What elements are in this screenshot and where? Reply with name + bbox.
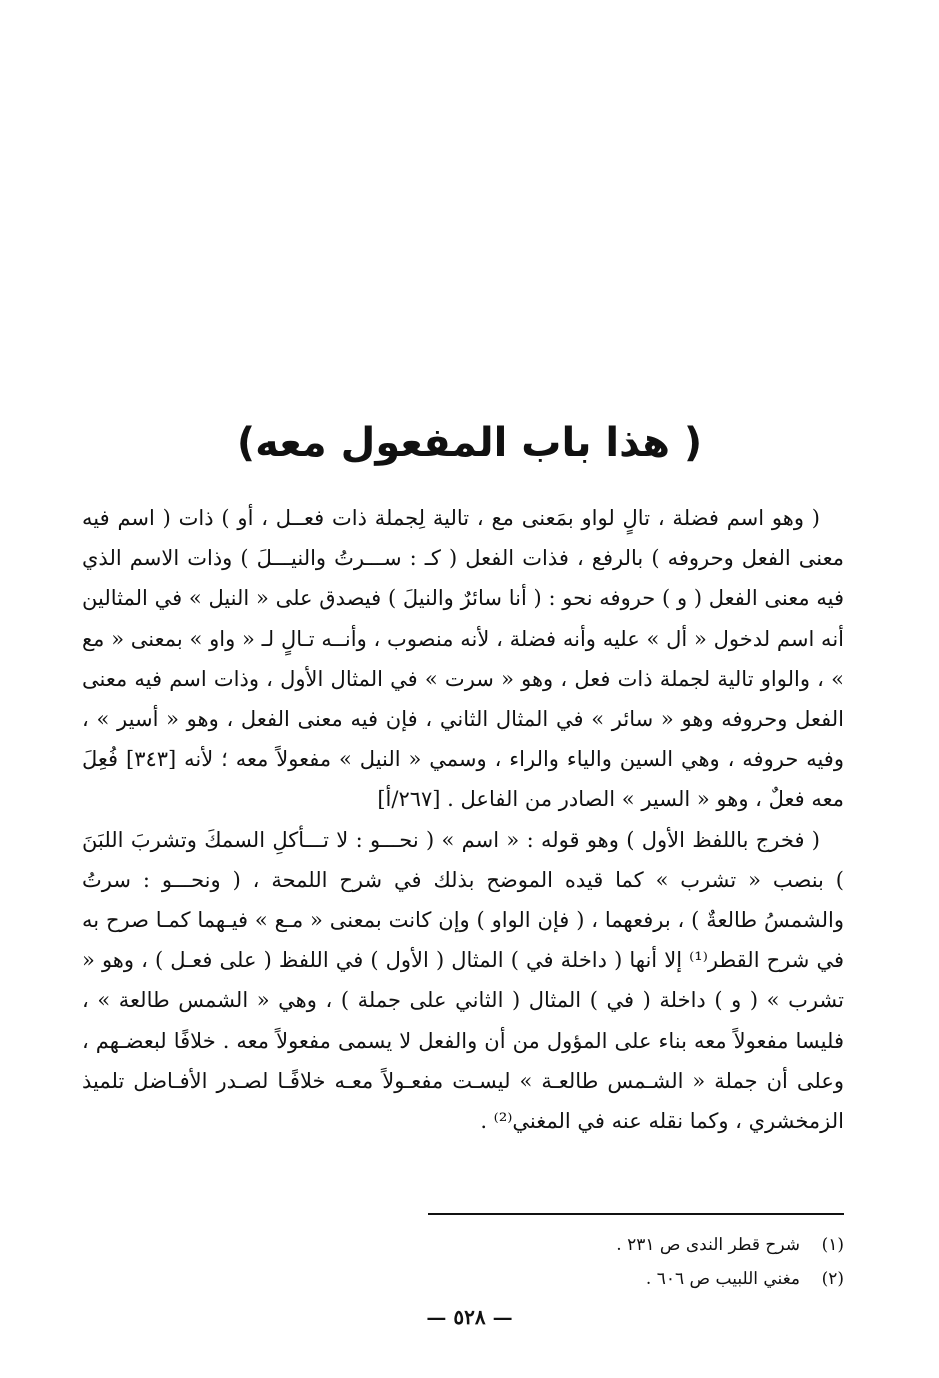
main-text bbox=[82, 498, 844, 1141]
footnotes bbox=[430, 1228, 844, 1296]
paragraph-second: ( فخرج باللفظ الأول ) وهو قوله : « اسم » ( نحـــو : لا تـــأكلِ السمكَ وتشربَ اللبَنَ ) بنصب « تشرب » كما قيده الموضح بذلك في شرح اللمحة ، ( ونحـــو : سرتُ والشمسُ طالعةٌ ) ، برفعهما ، ( فإن الواو ) وإن كانت بمعنى « مـع » فيـهما كمـا صرح به في شرح القطر⁽¹⁾ إلا أنها ( داخلة في ) المثال ( الأول ) في اللفظ ( على فعـل ) ، وهو « تشرب » ( و ) داخلة ( في ) المثال ( الثاني على جملة ) ، وهي « الشمس طالعة » ، فليسا مفعولاً معه بناء على المؤول من أن والفعل لا يسمى مفعولاً معه . خلافًا لبعضـهم ، وعلى أن جملة « الشـمس طالعـة » ليسـت مفعـولاً معـه خلافًـا لصـدر الأفـاضل تلميذ الزمخشري ، وكما نقله عنه في المغني⁽²⁾ . bbox=[82, 827, 844, 1134]
footnote-1-number: (١) bbox=[821, 1235, 844, 1255]
paragraph-first: ( وهو اسم فضلة ، تالٍ لواو بمَعنى مع ، تالية لِجملة ذات فعــل ، أو ) ذات ( اسم فيه معنى الفعل وحروفه ) بالرفع ، فذات الفعل ( كـ : ســـرتُ والنيـــلَ ) وذات الاسم الذي فيه معنى الفعل ( و ) حروفه نحو : ( أنا سائرٌ والنيلَ ) فيصدق على « النيل » في المثالين أنه اسم لدخول « أل » عليه وأنه فضلة ، لأنه منصوب ، وأنــه تـالٍ لـ « واو » بمعنى « مع » ، والواو تالية لجملة ذات فعل ، وهو « سرت » في المثال الأول ، وذات اسم فيه معنى الفعل وحروفه وهو « سائر » في المثال الثاني ، فإن فيه معنى الفعل ، وهو « أسير » ، وفيه حروفه ، وهي السين والياء والراء ، وسمي « النيل » مفعولاً معه ؛ لأنه [٣٤٣] فُعِلَ معه فعلٌ ، وهو « السير » الصادر من الفاعل . [٢٦٧/أ] bbox=[82, 506, 844, 812]
footnote-1 bbox=[430, 1228, 844, 1262]
footnote-2-text: مغني اللبيب ص ٦٠٦ . bbox=[645, 1269, 800, 1289]
footnote-1-text: شرح قطر الندى ص ٢٣١ . bbox=[616, 1235, 800, 1255]
footnote-divider bbox=[428, 1213, 844, 1215]
page-number: — ٥٢٨ — bbox=[426, 1305, 513, 1329]
footnote-2-number: (٢) bbox=[821, 1269, 844, 1289]
chapter-title: ( هذا باب المفعول معه) bbox=[236, 420, 703, 466]
footnote-2 bbox=[430, 1262, 844, 1296]
